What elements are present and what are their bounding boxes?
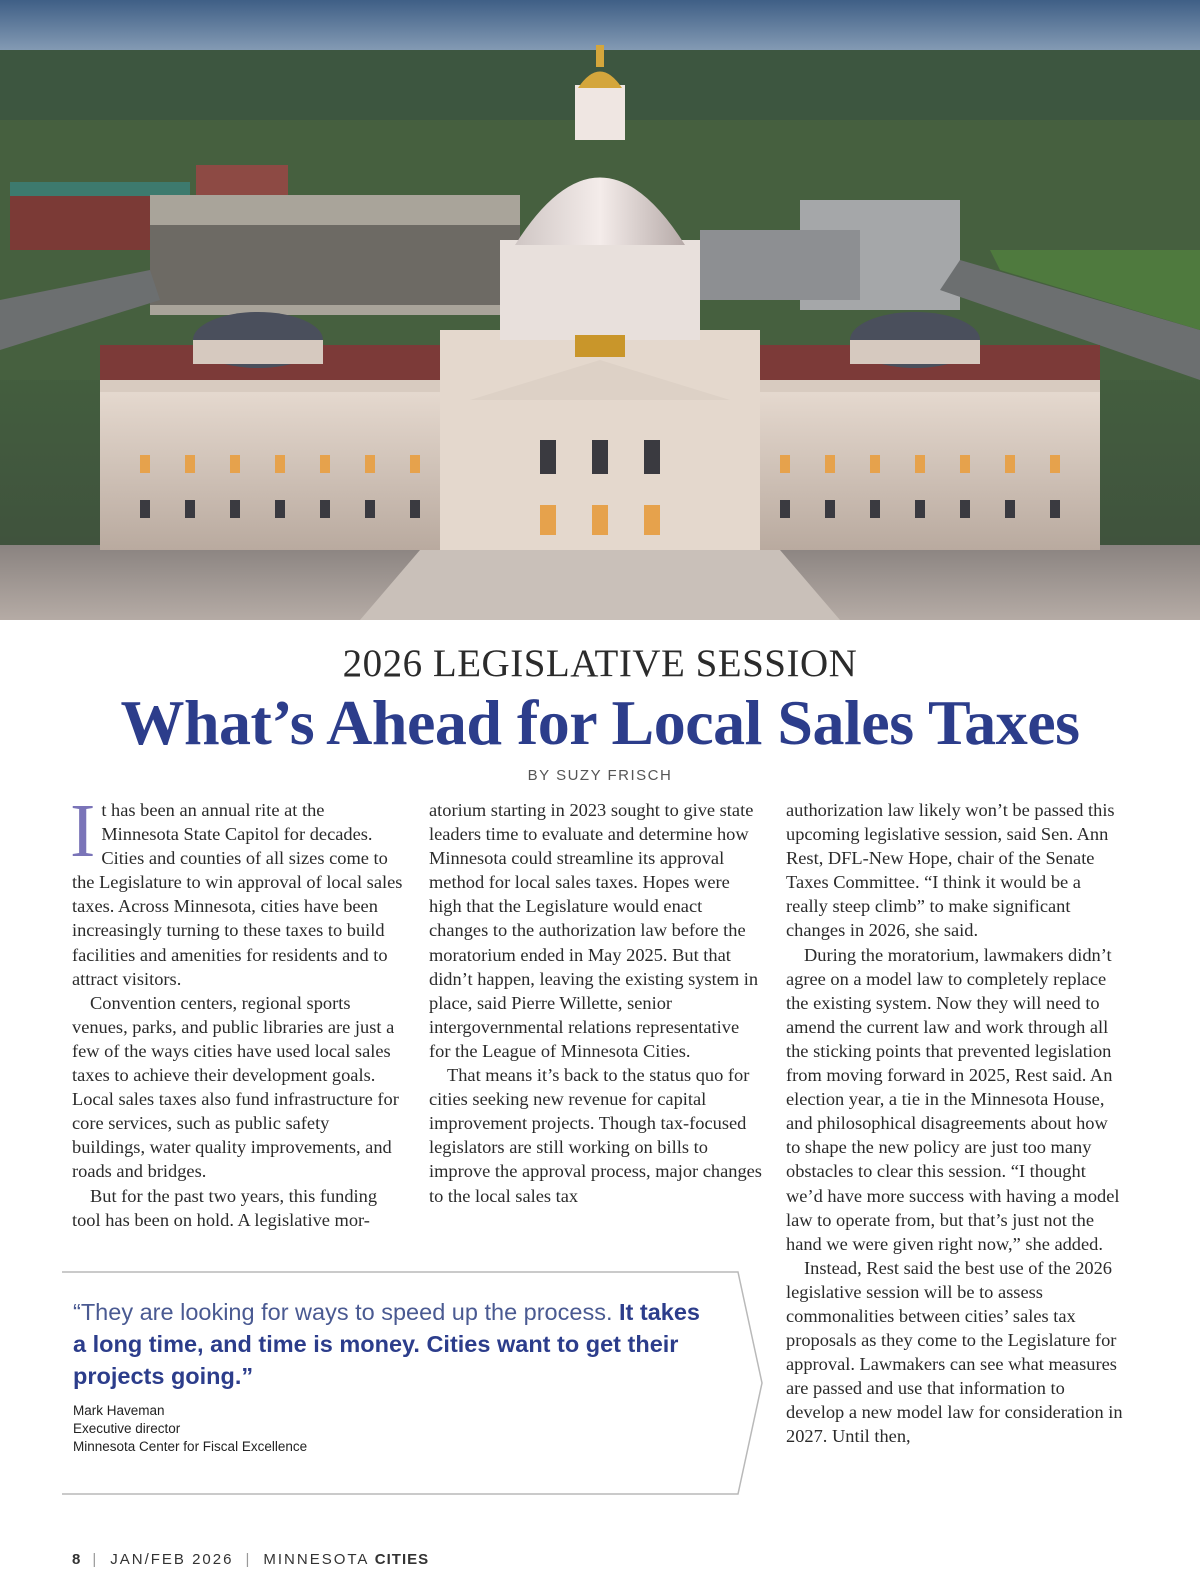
magazine-name: MINNESOTA [263,1551,369,1568]
page-footer: 8 | JAN/FEB 2026 | MINNESOTA CITIES [72,1551,430,1568]
paragraph: But for the past two years, this funding tool has been on hold. A legislative mor- [72,1185,378,1230]
article-byline: BY SUZY FRISCH [527,767,673,784]
page-number: 8 [72,1551,81,1568]
paragraph: Instead, Rest said the best use of the 2026 legislative session will be to assess commonalities between cities’ sales tax proposals as they come to the Legislature for approval. Lawmakers can see what measures are passed and use that information to develop a new model law for consideration in 2027. Until then, [786,1257,1123,1447]
paragraph: During the moratorium, lawmakers didn’t agree on a model law to completely replace the existing system. Now they will need to amend the current law and work through all the sticking points that prevented legislation from moving forward in 2025, Rest said. An election year, a tie in the Minnesota House, and philosophical disagreements about how to shape the new policy are just too many obstacles to clear this session. “I thought we’d have more success with having a model law to operate from, but that’s just not the hand we were given right now,” she added. [786,944,1120,1254]
section-kicker: 2026 LEGISLATIVE SESSION [342,642,858,685]
attribution-org: Minnesota Center for Fiscal Excellence [73,1439,308,1454]
paragraph: Convention centers, regional sports venues, parks, and public libraries are just a few of the ways cities have used local sales taxes to achieve their development goals. Local sales taxes also fund infrastructure for core services, such as public safety buildings, water quality improvements, and roads and bridges. [72,992,399,1182]
attribution-title: Executive director [73,1421,181,1436]
article-headline: What’s Ahead for Local Sales Taxes [120,687,1080,758]
article-column-2 [429,798,765,1208]
attribution-name: Mark Haveman [73,1403,165,1418]
pull-quote-attribution [73,1402,307,1456]
drop-cap: I [70,789,96,873]
paragraph: atorium starting in 2023 sought to give state leaders time to evaluate and determine how Minnesota could streamline its approval method for local sales taxes. Hopes were high that the Legislature would enact changes to the authorization law before the moratorium ended in May 2025. But that didn’t happen, leaving the existing system in place, said Pierre Willette, senior intergovernmental relations representative for the League of Minnesota Cities. [429,800,759,1061]
paragraph: It has been an annual rite at the Minnesota State Capitol for decades. Cities and counties of all sizes come to the Legislature to win approval of local sales taxes. Across Minnesota, cities have been increasingly turning to these taxes to build facilities and amenities for residents and to attract visitors. [70,789,403,989]
paragraph: authorization law likely won’t be passed this upcoming legislative session, said Sen. Ann Rest, DFL-New Hope, chair of the Senate Taxes Committee. “I think it would be a really steep climb” to make significant changes in 2026, she said. [786,800,1115,941]
article-column-3 [786,798,1124,1449]
hero-photo-capitol [0,0,1200,620]
paragraph: That means it’s back to the status quo for cities seeking new revenue for capital improvement projects. Though tax-focused legislators are still working on bills to improve the approval process, major changes to the local sales tax [429,1065,762,1206]
issue-date: JAN/FEB 2026 [110,1551,234,1568]
pull-quote: “They are looking for ways to speed up the process. It takes a long time, and time is money. Cities want to get their projects going.” [73,1299,701,1389]
article-column-1 [70,789,406,1232]
magazine-name-bold: CITIES [374,1551,430,1568]
capitol-building-illustration [0,0,1200,620]
